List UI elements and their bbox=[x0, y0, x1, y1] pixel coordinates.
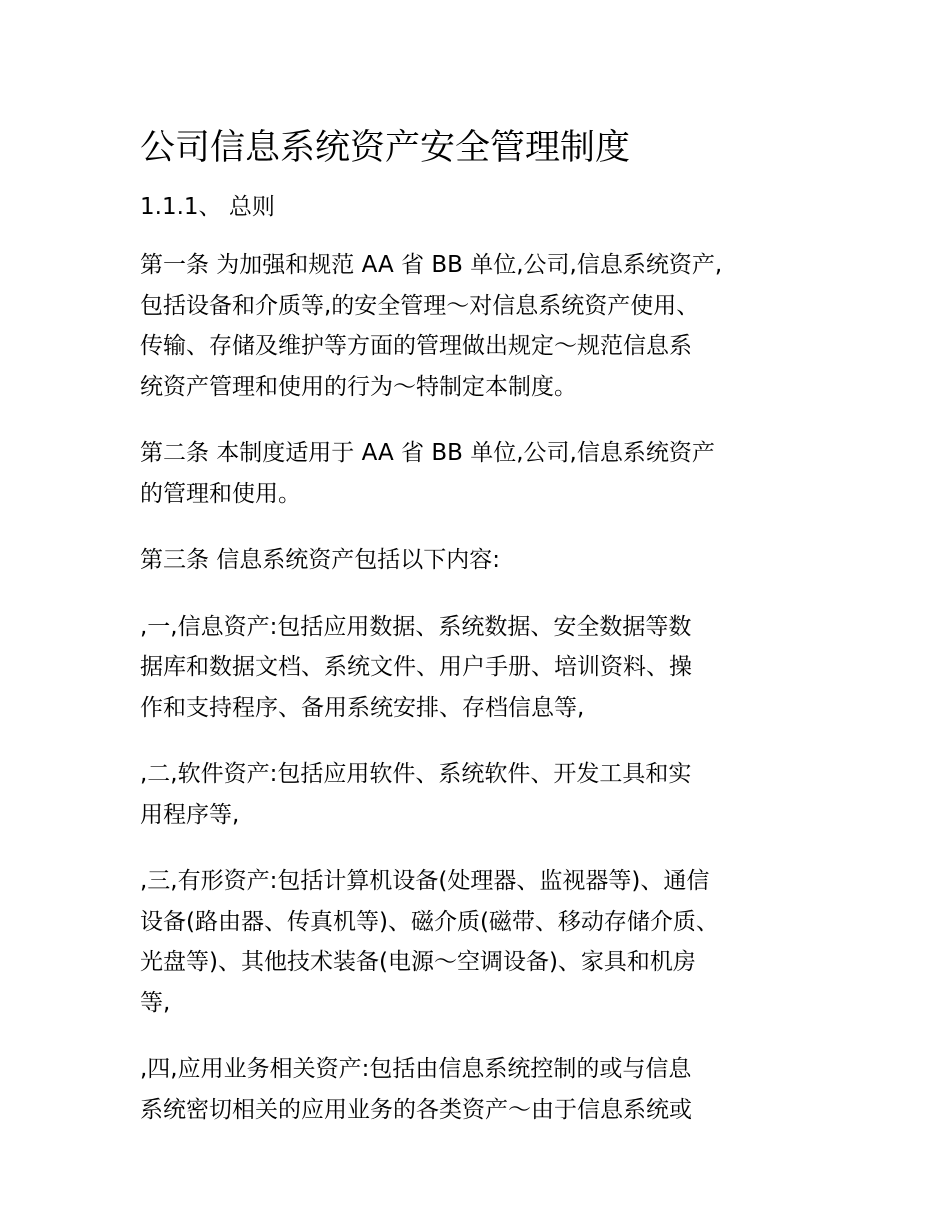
text-line: ,一,信息资产:包括应用数据、系统数据、安全数据等数 bbox=[140, 613, 692, 640]
document-page bbox=[140, 122, 830, 1156]
paragraph-article-1 bbox=[140, 245, 830, 407]
text-line: 传输、存储及维护等方面的管理做出规定～规范信息系 bbox=[140, 333, 692, 359]
section-heading: 1.1.1、 总则 bbox=[140, 194, 275, 220]
paragraph-item-3 bbox=[140, 861, 830, 1023]
text-line: 系统密切相关的应用业务的各类资产～由于信息系统或 bbox=[140, 1096, 692, 1123]
paragraph-item-1 bbox=[140, 607, 830, 729]
text-line: 包括设备和介质等,的安全管理～对信息系统资产使用、 bbox=[140, 292, 700, 319]
text-line: 光盘等)、其他技术装备(电源～空调设备)、家具和机房 bbox=[140, 949, 696, 975]
text-line: 第二条 本制度适用于 AA 省 BB 单位,公司,信息系统资产 bbox=[140, 440, 715, 466]
text-line: 据库和数据文档、系统文件、用户手册、培训资料、操 bbox=[140, 654, 692, 680]
text-line: ,四,应用业务相关资产:包括由信息系统控制的或与信息 bbox=[140, 1056, 692, 1082]
text-line: ,二,软件资产:包括应用软件、系统软件、开发工具和实 bbox=[140, 761, 692, 787]
paragraph-article-3 bbox=[140, 540, 830, 581]
text-line: 设备(路由器、传真机等)、磁介质(磁带、移动存储介质、 bbox=[140, 908, 719, 935]
text-line: 第一条 为加强和规范 AA 省 BB 单位,公司,信息系统资产, bbox=[140, 252, 723, 278]
text-line: 统资产管理和使用的行为～特制定本制度。 bbox=[140, 373, 577, 400]
paragraph-item-2 bbox=[140, 754, 830, 835]
document-title: 公司信息系统资产安全管理制度 bbox=[140, 128, 631, 168]
text-line: 用程序等, bbox=[140, 801, 240, 828]
paragraph-article-2 bbox=[140, 433, 830, 514]
paragraph-item-4 bbox=[140, 1049, 830, 1130]
text-line: 等, bbox=[140, 989, 171, 1016]
text-line: 第三条 信息系统资产包括以下内容: bbox=[140, 547, 501, 573]
text-line: 作和支持程序、备用系统安排、存档信息等, bbox=[140, 694, 585, 721]
text-line: ,三,有形资产:包括计算机设备(处理器、监视器等)、通信 bbox=[140, 868, 710, 894]
text-line: 的管理和使用。 bbox=[140, 480, 301, 507]
